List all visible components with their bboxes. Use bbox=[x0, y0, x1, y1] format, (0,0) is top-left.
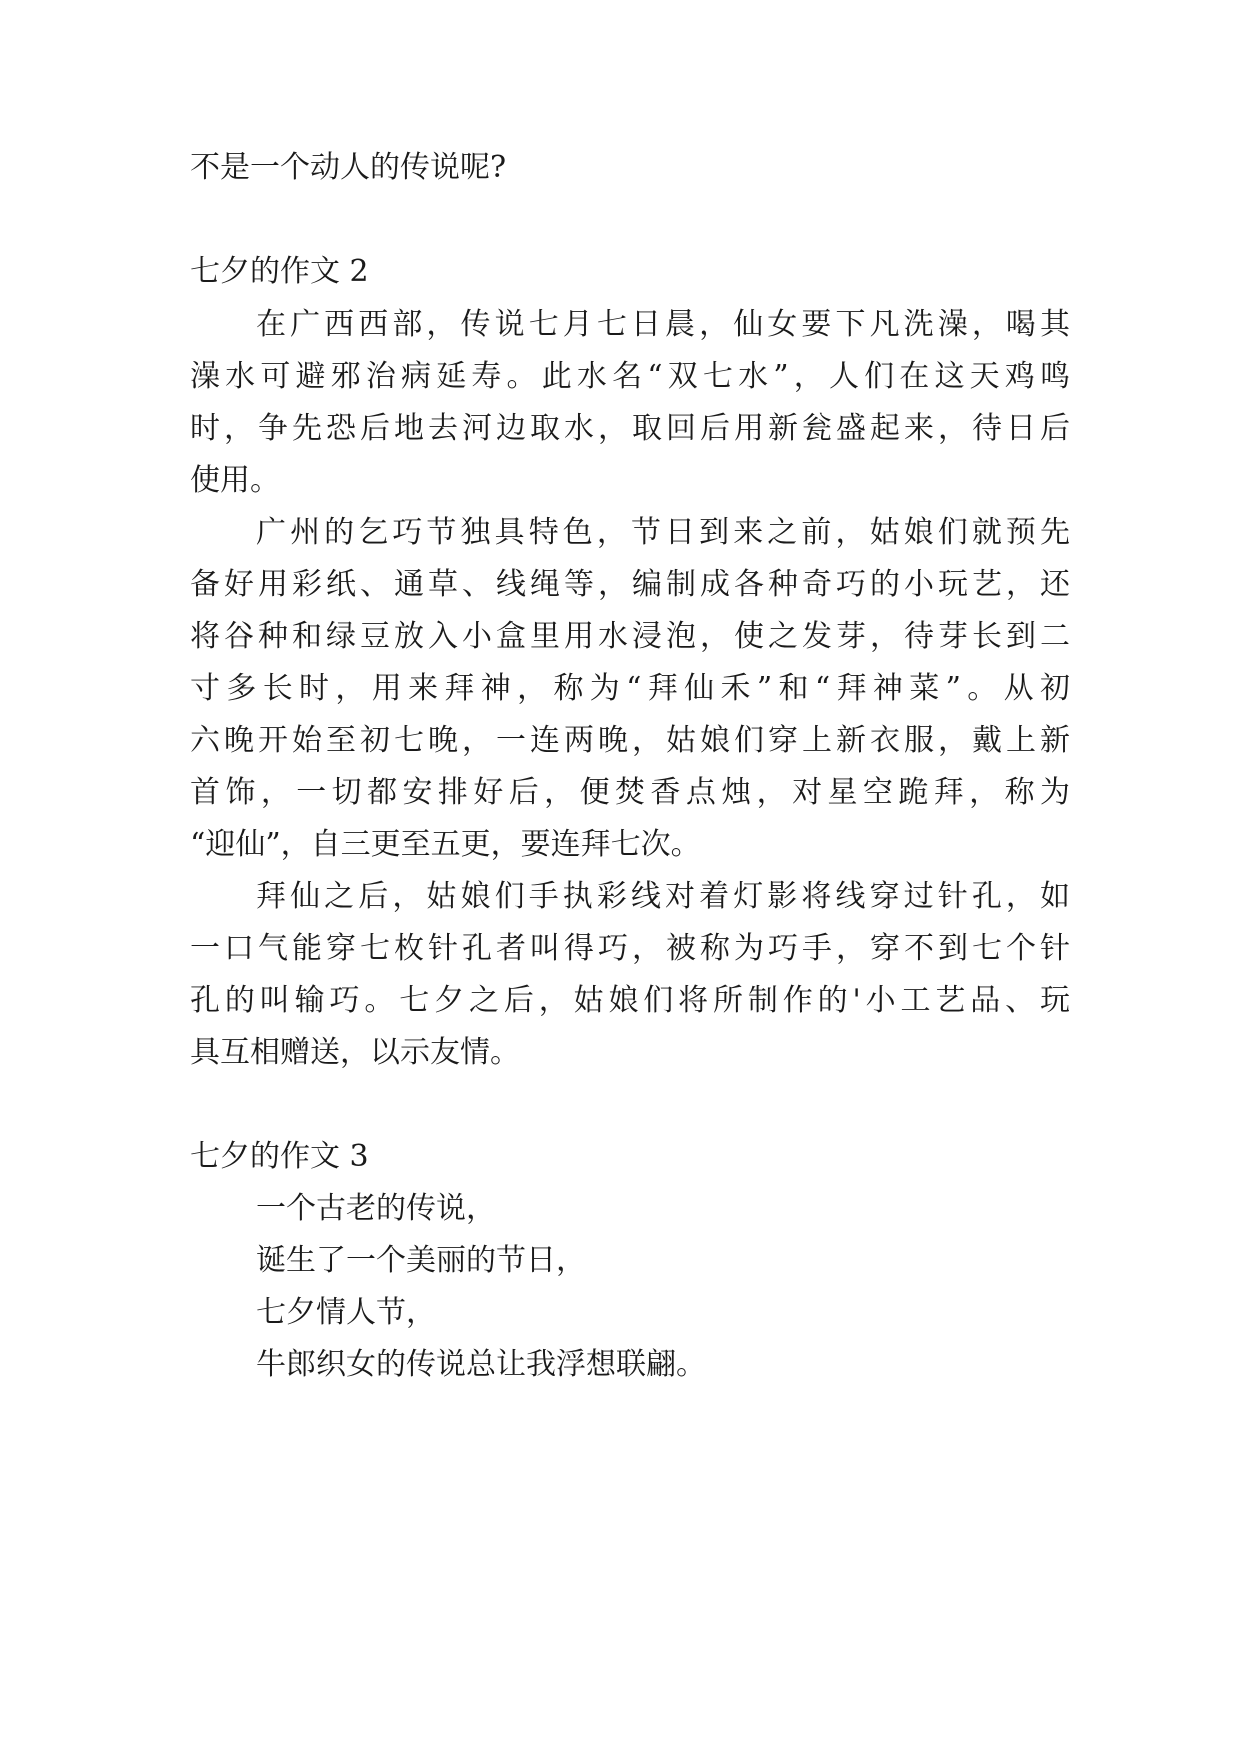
paragraph-line: 将谷种和绿豆放入小盒里用水浸泡，使之发芽，待芽长到二 bbox=[190, 619, 1070, 654]
verse-line: 七夕情人节， bbox=[256, 1295, 436, 1330]
paragraph-line: 在广西西部，传说七月七日晨，仙女要下凡洗澡，喝其 bbox=[256, 307, 1070, 342]
paragraph-line: 六晚开始至初七晚，一连两晚，姑娘们穿上新衣服，戴上新 bbox=[190, 723, 1070, 758]
paragraph-line: 使用。 bbox=[190, 463, 280, 498]
paragraph-line: 一口气能穿七枚针孔者叫得巧，被称为巧手，穿不到七个针 bbox=[190, 931, 1070, 966]
paragraph-line: 首饰，一切都安排好后，便焚香点烛，对星空跪拜，称为 bbox=[190, 775, 1070, 810]
verse-line: 牛郎织女的传说总让我浮想联翩。 bbox=[256, 1347, 706, 1382]
paragraph-line: 寸多长时，用来拜神，称为“拜仙禾”和“拜神菜”。从初 bbox=[190, 671, 1070, 706]
paragraph-line: 时，争先恐后地去河边取水，取回后用新瓮盛起来，待日后 bbox=[190, 411, 1070, 446]
verse-line: 诞生了一个美丽的节日， bbox=[256, 1243, 586, 1278]
paragraph-line: 拜仙之后，姑娘们手执彩线对着灯影将线穿过针孔，如 bbox=[256, 879, 1070, 914]
paragraph-line: “迎仙”，自三更至五更，要连拜七次。 bbox=[190, 827, 701, 862]
paragraph-line: 澡水可避邪治病延寿。此水名“双七水”，人们在这天鸡鸣 bbox=[190, 359, 1070, 394]
paragraph-line: 孔的叫输巧。七夕之后，姑娘们将所制作的'小工艺品、玩 bbox=[190, 983, 1070, 1018]
paragraph-line: 广州的乞巧节独具特色，节日到来之前，姑娘们就预先 bbox=[256, 515, 1070, 550]
section-2-heading: 七夕的作文 2 bbox=[190, 254, 369, 289]
paragraph-line: 备好用彩纸、通草、线绳等，编制成各种奇巧的小玩艺，还 bbox=[190, 567, 1070, 602]
top-fragment-line: 不是一个动人的传说呢? bbox=[190, 150, 507, 185]
section-3-heading: 七夕的作文 3 bbox=[190, 1139, 369, 1174]
paragraph-line: 具互相赠送，以示友情。 bbox=[190, 1035, 520, 1070]
verse-line: 一个古老的传说， bbox=[256, 1191, 496, 1226]
